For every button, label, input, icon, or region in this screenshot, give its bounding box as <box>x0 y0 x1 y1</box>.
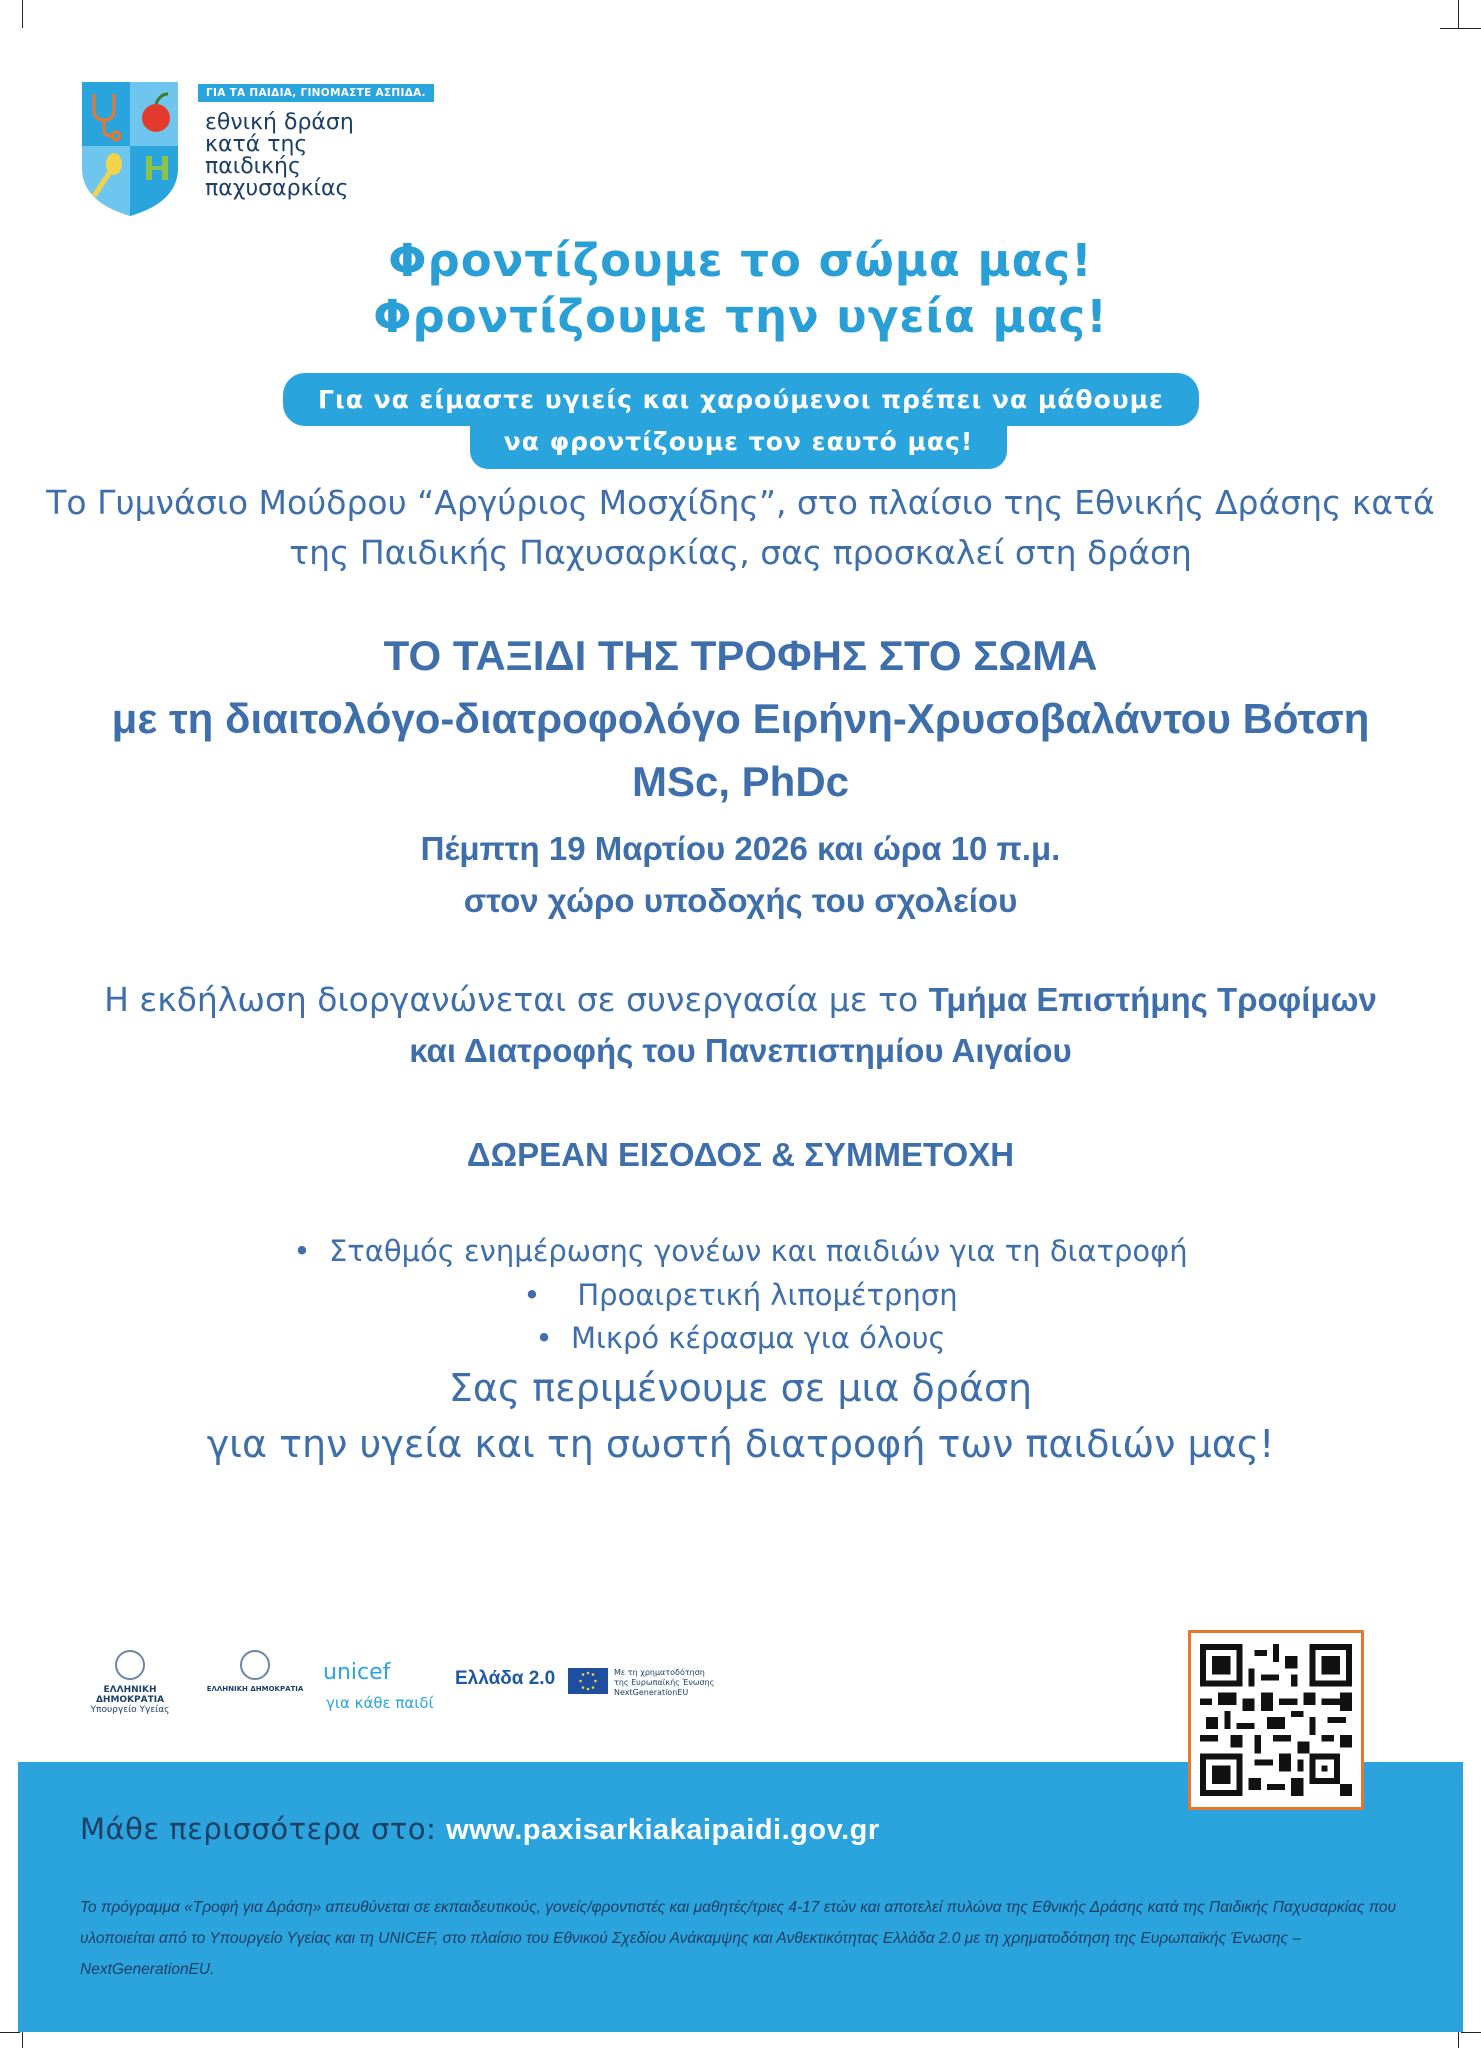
qr-code[interactable] <box>1200 1644 1352 1796</box>
headline-line-1: Φροντίζουμε το σώμα μας! <box>388 234 1093 287</box>
event-speaker: με τη διαιτολόγο-διατροφολόγο Ειρήνη-Χρυσοβαλάντου Βότση <box>111 695 1370 742</box>
collaboration-department: Τμήμα Επιστήμης Τροφίμων <box>928 981 1377 1018</box>
collaboration-line-2: και Διατροφής του Πανεπιστημίου Αιγαίου <box>409 1032 1072 1069</box>
learn-more <box>80 1812 880 1847</box>
list-item <box>0 1278 1481 1312</box>
crop-mark <box>0 2032 20 2033</box>
crop-mark <box>1440 28 1481 29</box>
shield-logo <box>80 80 180 218</box>
closing-line-1: Σας περιμένουμε σε μια δράση <box>448 1366 1033 1410</box>
event-date: Πέμπτη 19 Μαρτίου 2026 και ώρα 10 π.μ. <box>420 830 1061 867</box>
event-venue: στον χώρο υποδοχής του σχολείου <box>463 882 1018 919</box>
ministry-health-logo <box>70 1650 190 1720</box>
greek-emblem-icon <box>115 1650 145 1680</box>
bullet-text: Σταθμός ενημέρωσης γονέων και παιδιών για τη διατροφή <box>328 1234 1188 1268</box>
closing-line-2: για την υγεία και τη σωστή διατροφή των παιδιών μας! <box>206 1422 1275 1466</box>
crop-mark <box>1461 2032 1481 2033</box>
list-item <box>0 1234 1481 1268</box>
list-item <box>0 1321 1481 1355</box>
free-entry-heading: ΔΩΡΕΑΝ ΕΙΣΟΔΟΣ & ΣΥΜΜΕΤΟΧΗ <box>466 1136 1015 1173</box>
intro-line-1: Το Γυμνάσιο Μούδρου “Αργύριος Μοσχίδης”, στο πλαίσιο της Εθνικής Δράσης κατά <box>46 483 1435 522</box>
event-degree: MSc, PhDc <box>631 758 850 805</box>
unicef-subtitle: για κάθε παιδί <box>326 1694 434 1712</box>
logo-tagline: ΓΙΑ ΤΑ ΠΑΙΔΙΑ, ΓΙΝΟΜΑΣΤΕ ΑΣΠΙΔΑ. <box>198 84 434 102</box>
intro-line-2: της Παιδικής Παχυσαρκίας, σας προσκαλεί στη δράση <box>289 533 1192 572</box>
crop-mark <box>1458 0 1459 28</box>
bullet-icon: • <box>293 1234 329 1268</box>
ellada-logo: Ελλάδα 2.0 <box>455 1668 556 1689</box>
ministry-logo-2 <box>205 1650 305 1720</box>
logo-text-line: κατά της <box>205 132 308 157</box>
eu-text-line: Με τη χρηματοδότηση <box>614 1668 705 1677</box>
bullet-icon: • <box>523 1278 578 1312</box>
pill-banner-line-1: Για να είμαστε υγιείς και χαρούμενοι πρέπει να μάθουμε <box>283 373 1199 426</box>
unicef-logo: unicef <box>323 1660 391 1685</box>
crop-mark <box>22 0 23 28</box>
eu-text-line: NextGenerationEU <box>614 1688 689 1697</box>
logo-text-line: παχυσαρκίας <box>205 176 349 201</box>
learn-more-label: Μάθε περισσότερα στο: <box>80 1812 447 1846</box>
event-title: ΤΟ ΤΑΞΙΔΙ ΤΗΣ ΤΡΟΦΗΣ ΣΤΟ ΣΩΜΑ <box>383 632 1098 679</box>
collaboration-line-1 <box>0 980 1481 1019</box>
bullet-text: Προαιρετική λιπομέτρηση <box>577 1278 958 1312</box>
website-link[interactable]: www.paxisarkiakaipaidi.gov.gr <box>446 1814 880 1846</box>
pill-banner-line-2: να φροντίζουμε τον εαυτό μας! <box>470 418 1007 469</box>
gov-subtitle: Υπουργείο Υγείας <box>90 1705 170 1715</box>
collaboration-prefix: Η εκδήλωση διοργανώνεται σε συνεργασία με το <box>104 980 929 1019</box>
headline-line-2: Φροντίζουμε την υγεία μας! <box>373 290 1108 343</box>
eu-flag-icon <box>568 1668 608 1694</box>
logo-text-line: εθνική δράση <box>205 110 354 135</box>
logo-text <box>205 112 425 200</box>
gov-title: ΕΛΛΗΝΙΚΗ ΔΗΜΟΚΡΑΤΙΑ <box>206 1685 304 1693</box>
greek-emblem-icon <box>240 1650 270 1680</box>
bullet-icon: • <box>535 1321 572 1355</box>
footer-note: Το πρόγραμμα «Τροφή για Δράση» απευθύνεται σε εκπαιδευτικούς, γονείς/φροντιστές και μαθητές/τριες 4-17 ετών και αποτελεί πυλώνα της Εθνικής Δράσης κατά της Παιδικής Παχυσαρκίας που υλοποιείται από το Υπουργείο Υγείας και τη UNICEF, στο πλαίσιο του Εθνικού Σχεδίου Ανάκαμψης και Ανθεκτικότητας Ελλάδα 2.0 με τη χρηματοδότηση της Ευρωπαϊκής Ένωσης – NextGenerationEU. <box>80 1899 1397 1978</box>
eu-funding-text <box>614 1668 734 1698</box>
logo-text-line: παιδικής <box>205 154 301 179</box>
eu-text-line: της Ευρωπαϊκής Ένωσης <box>614 1678 715 1687</box>
bullet-text: Μικρό κέρασμα για όλους <box>571 1321 946 1355</box>
gov-title: ΕΛΛΗΝΙΚΗ ΔΗΜΟΚΡΑΤΙΑ <box>95 1685 165 1705</box>
